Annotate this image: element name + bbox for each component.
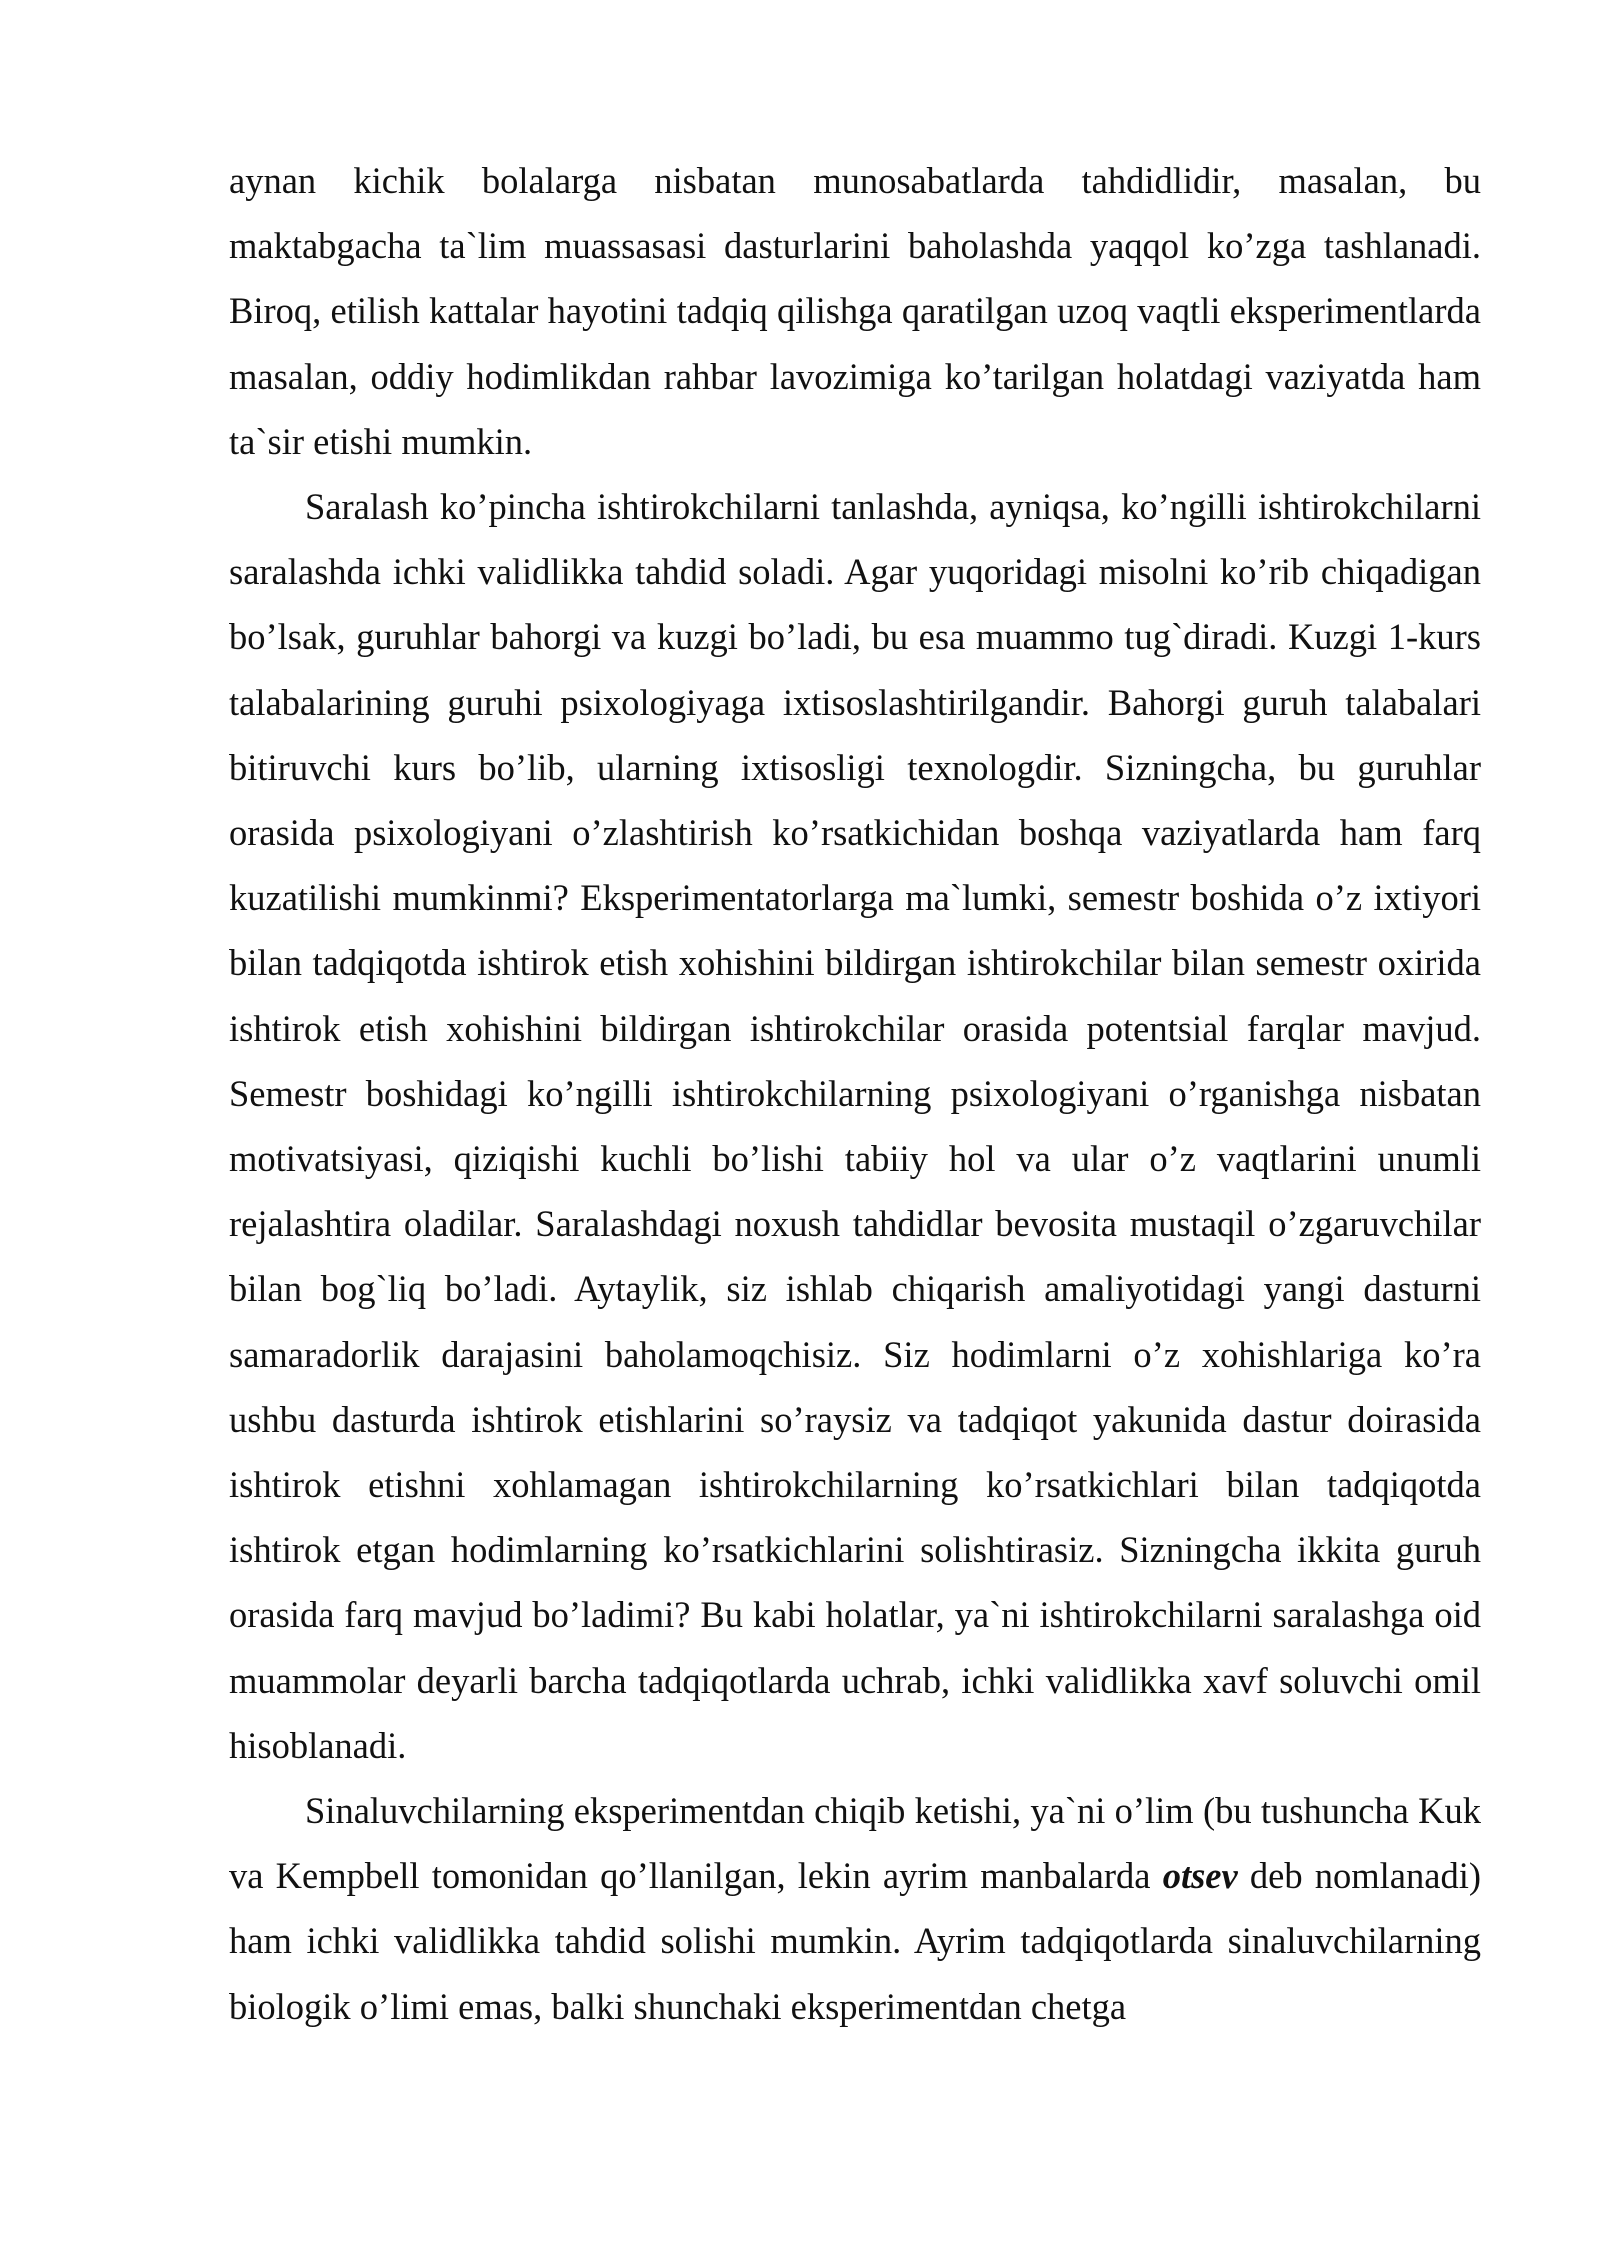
paragraph-3 xyxy=(229,1778,1481,2039)
emphasized-term: otsev xyxy=(1162,1855,1238,1897)
paragraph-3-text-after: deb nomlanadi) ham ichki validlikka tahdid solishi mumkin. Ayrim tadqiqotlarda sinaluvchilarning biologik o’limi emas, balki shunchaki eksperimentdan chetga xyxy=(229,1855,1481,2027)
document-page xyxy=(229,148,1481,2039)
paragraph-3-text-before: Sinaluvchilarning eksperimentdan chiqib ketishi, ya`ni o’lim (bu tushuncha Kuk va Kempbell tomonidan qo’llanilgan, lekin ayrim manbalarda xyxy=(229,1790,1481,1897)
paragraph-2: Saralash ko’pincha ishtirokchilarni tanlashda, ayniqsa, ko’ngilli ishtirokchilarni saralashda ichki validlikka tahdid soladi. Agar yuqoridagi misolni ko’rib chiqadigan bo’lsak, guruhlar bahorgi va kuzgi bo’ladi, bu esa muammo tug`diradi. Kuzgi 1-kurs talabalarining guruhi psixologiyaga ixtisoslashtirilgandir. Bahorgi guruh talabalari bitiruvchi kurs bo’lib, ularning ixtisosligi texnologdir. Sizningcha, bu guruhlar orasida psixologiyani o’zlashtirish ko’rsatkichidan boshqa vaziyatlarda ham farq kuzatilishi mumkinmi? Eksperimentatorlarga ma`lumki, semestr boshida o’z ixtiyori bilan tadqiqotda ishtirok etish xohishini bildirgan ishtirokchilar bilan semestr oxirida ishtirok etish xohishini bildirgan ishtirokchilar orasida potentsial farqlar mavjud. Semestr boshidagi ko’ngilli ishtirokchilarning psixologiyani o’rganishga nisbatan motivatsiyasi, qiziqishi kuchli bo’lishi tabiiy hol va ular o’z vaqtlarini unumli rejalashtira oladilar. Saralashdagi noxush tahdidlar bevosita mustaqil o’zgaruvchilar bilan bog`liq bo’ladi. Aytaylik, siz ishlab chiqarish amaliyotidagi yangi dasturni samaradorlik darajasini baholamoqchisiz. Siz hodimlarni o’z xohishlariga ko’ra ushbu dasturda ishtirok etishlarini so’raysiz va tadqiqot yakunida dastur doirasida ishtirok etishni xohlamagan ishtirokchilarning ko’rsatkichlari bilan tadqiqotda ishtirok etgan hodimlarning ko’rsatkichlarini solishtirasiz. Sizningcha ikkita guruh orasida farq mavjud bo’ladimi? Bu kabi holatlar, ya`ni ishtirokchilarni saralashga oid muammolar deyarli barcha tadqiqotlarda uchrab, ichki validlikka xavf soluvchi omil hisoblanadi. xyxy=(229,486,1481,1766)
paragraph-1: aynan kichik bolalarga nisbatan munosabatlarda tahdidlidir, masalan, bu maktabgacha ta`lim muassasasi dasturlarini baholashda yaqqol ko’zga tashlanadi. Biroq, etilish kattalar hayotini tadqiq qilishga qaratilgan uzoq vaqtli eksperimentlarda masalan, oddiy hodimlikdan rahbar lavozimiga ko’tarilgan holatdagi vaziyatda ham ta`sir etishi mumkin. xyxy=(229,160,1481,462)
